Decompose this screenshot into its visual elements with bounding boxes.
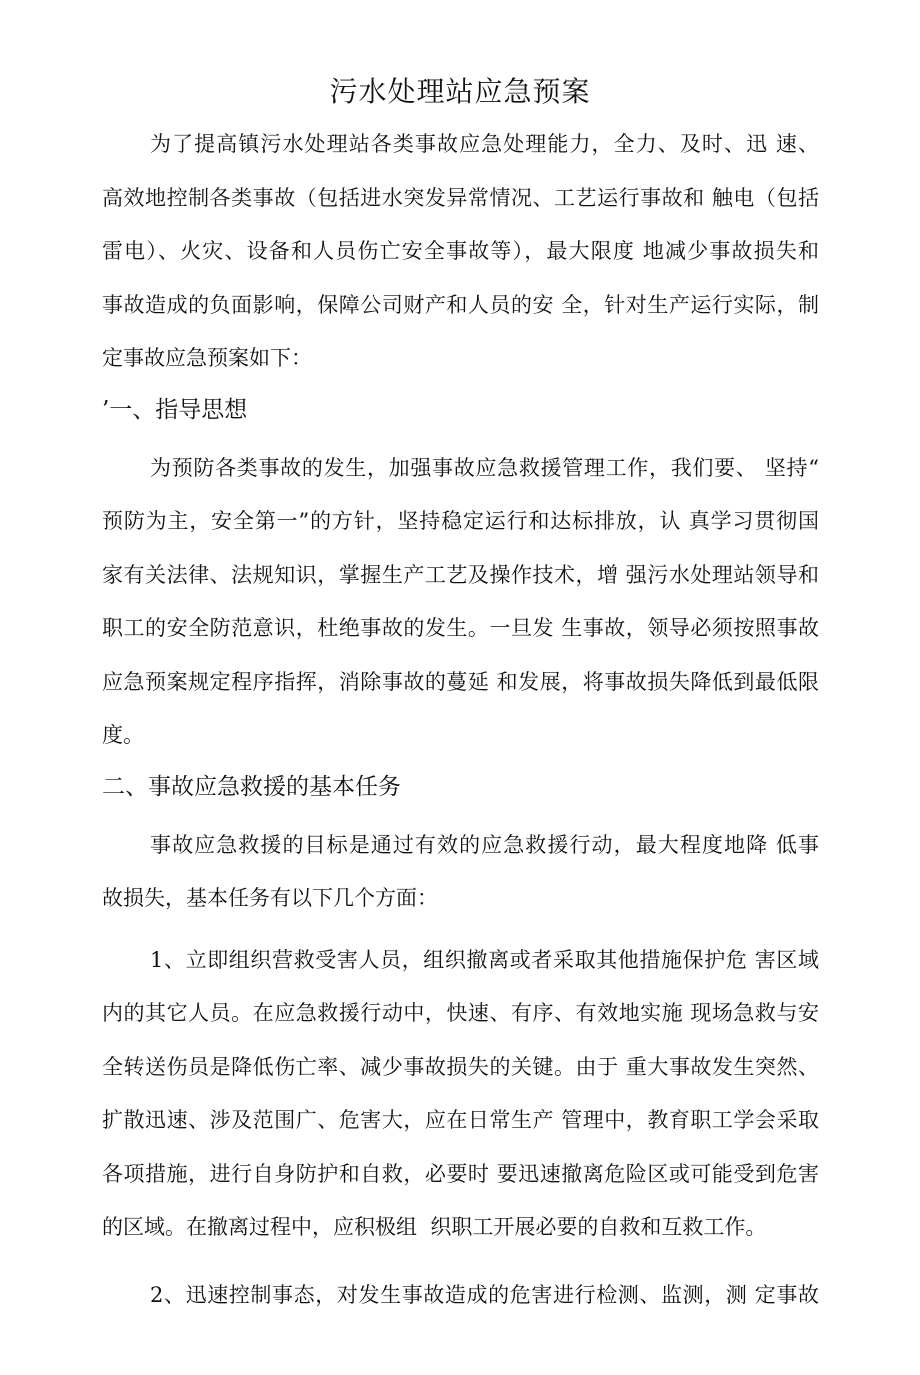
item-2-line: 2、迅速控制事态，对发生事故造成的危害进行检测、监测，测 定事故: [150, 1283, 819, 1307]
item-1-line: 扩散迅速、涉及范围广、危害大，应在日常生产 管理中，教育职工学会采取: [102, 1108, 819, 1132]
section-2-line: 事故应急救援的目标是通过有效的应急救援行动，最大程度地降 低事: [150, 833, 819, 857]
section-1-line: 度。: [102, 723, 144, 747]
item-1-line: 各项措施，进行自身防护和自救，必要时 要迅速撤离危险区或可能受到危害: [102, 1162, 819, 1186]
section-2-heading: 二、事故应急救援的基本任务: [102, 774, 401, 800]
item-1-line: 内的其它人员。在应急救援行动中，快速、有序、有效地实施 现场急救与安: [102, 1001, 819, 1025]
item-1-line: 1、立即组织营救受害人员，组织撤离或者采取其他措施保护危 害区域: [150, 948, 819, 972]
section-1-line: 预防为主，安全第一”的方针，坚持稳定运行和达标排放，认 真学习贯彻国: [102, 509, 819, 533]
intro-line: 事故造成的负面影响，保障公司财产和人员的安 全，针对生产运行实际，制: [102, 293, 819, 317]
section-1-line: 为预防各类事故的发生，加强事故应急救援管理工作，我们要、 坚持“: [150, 456, 819, 480]
item-1-line: 全转送伤员是降低伤亡率、减少事故损失的关键。由于 重大事故发生突然、: [102, 1055, 819, 1079]
intro-line: 为了提高镇污水处理站各类事故应急处理能力，全力、及时、迅 速、: [150, 132, 819, 156]
section-2-line: 故损失，基本任务有以下几个方面：: [102, 886, 438, 910]
section-1-line: 职工的安全防范意识，杜绝事故的发生。一旦发 生事故，领导必须按照事故: [102, 616, 819, 640]
section-1-heading: ’一、指导思想: [102, 397, 248, 423]
intro-line: 雷电）、火灾、设备和人员伤亡安全事故等），最大限度 地减少事故损失和: [102, 239, 819, 263]
intro-line: 高效地控制各类事故（包括进水突发异常情况、工艺运行事故和 触电（包括: [102, 186, 819, 210]
section-1-line: 应急预案规定程序指挥，消除事故的蔓延 和发展，将事故损失降低到最低限: [102, 670, 819, 694]
document-title: 污水处理站应急预案: [329, 75, 591, 108]
intro-line: 定事故应急预案如下：: [102, 346, 312, 370]
section-1-line: 家有关法律、法规知识，掌握生产工艺及操作技术，增 强污水处理站领导和: [102, 563, 819, 587]
item-1-line: 的区域。在撤离过程中，应积极组 织职工开展必要的自救和互救工作。: [102, 1215, 767, 1239]
